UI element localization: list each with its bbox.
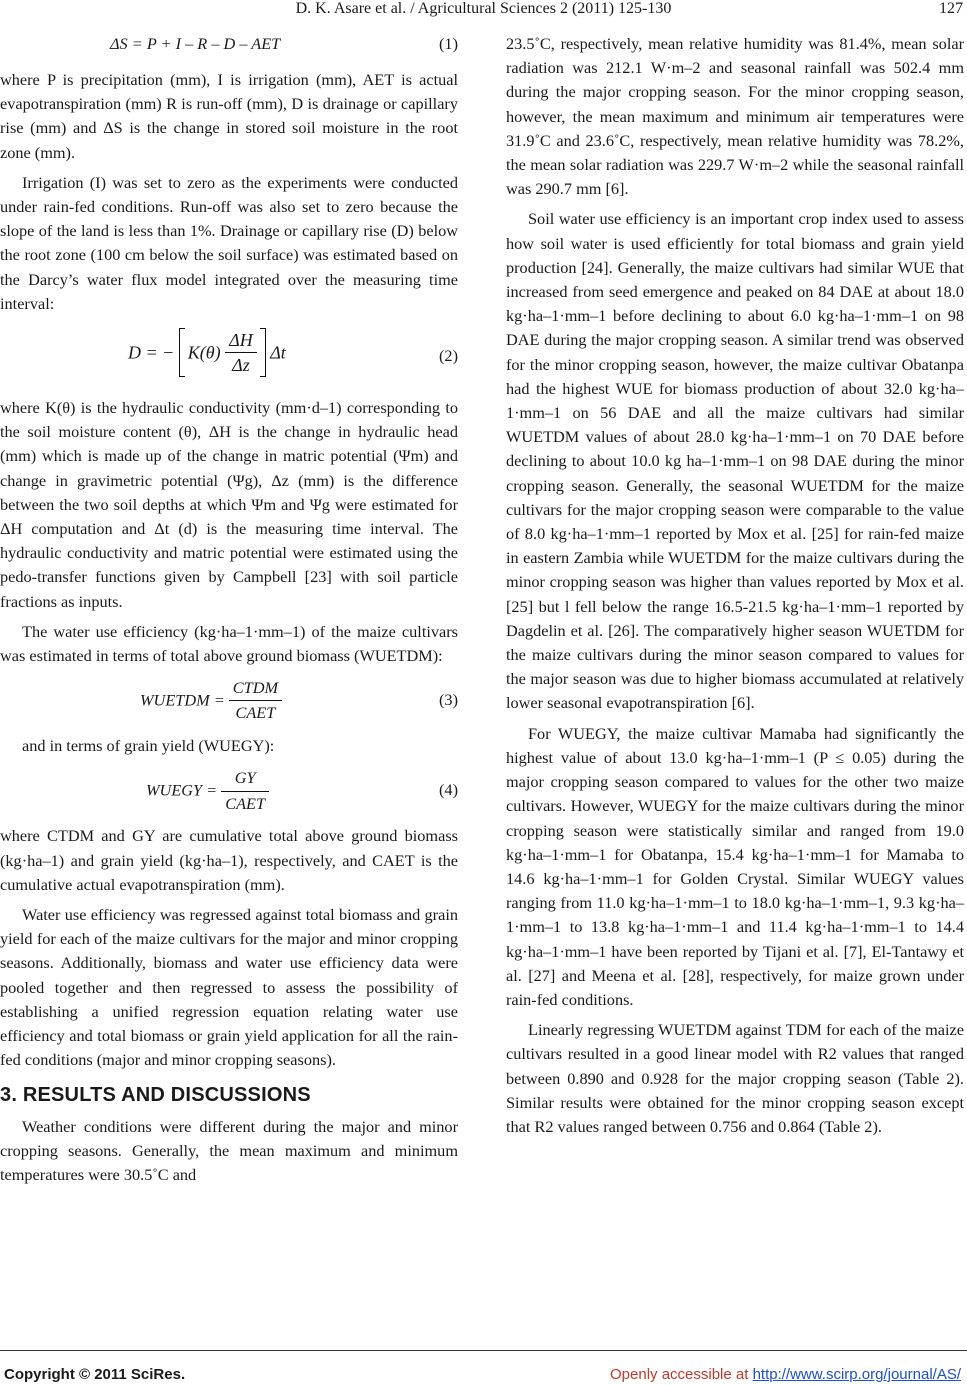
equation-2 — [0, 322, 458, 392]
equation-2-numerator: ΔH — [229, 330, 253, 351]
equation-4-number: (4) — [439, 780, 458, 800]
right-column — [506, 32, 964, 1145]
equation-2-dt: Δt — [270, 342, 286, 363]
left-column — [0, 32, 458, 1193]
equation-1 — [0, 32, 458, 62]
equation-3-lhs: WUETDM = — [140, 690, 225, 710]
equation-3-denominator: CAET — [229, 700, 282, 725]
open-access-label: Openly accessible at — [610, 1366, 749, 1383]
paragraph: and in terms of grain yield (WUEGY): — [22, 736, 275, 756]
paragraph: 23.5˚C, respectively, mean relative humidity was 81.4%, mean solar radiation was 212.1 W·m–2 and seasonal rainfall was 502.4 mm during the major cropping season. For the minor cropping season, however, the mean maximum and minimum air temperatures were 31.9˚C and 23.6˚C, respectively, mean relative humidity was 78.2%, the mean solar radiation was 229.7 W·m–2 while the seasonal rainfall was 290.7 mm [6]. — [506, 34, 964, 199]
paragraph: Soil water use efficiency is an important crop index used to assess how soil water is used efficiently for total biomass and grain yield production [24]. Generally, the maize cultivars had similar WUE that increased from seed emergence and peaked on 84 DAE at about 18.0 kg·ha–1·mm–1 before declining to about 6.0 kg·ha–1·mm–1 on 98 DAE during the major cropping season. A similar trend was observed for the minor cropping season, however, the maize cultivar Obatanpa had the highest WUE for biomass production of about 32.0 kg·ha–1·mm–1 on 56 DAE and all the maize cultivars had similar WUETDM values of about 28.0 kg·ha–1·mm–1 on 70 DAE before declining to about 10.0 kg ha–1·mm–1 on 98 DAE during the minor cropping season. Generally, the seasonal WUETDM for the maize cultivars for the major cropping season were comparable to the value of 8.0 kg·ha–1·mm–1 reported by Mox et al. [25] for rain-fed maize in eastern Zambia while WUETDM for the maize cultivars during the minor cropping season was higher than values reported by Mox et al. [25] but l fell below the range 16.5-21.5 kg·ha–1·mm–1 reported by Dagdelin et al. [26]. The comparatively higher season WUETDM for the maize cultivars during the minor season compared to values for the major season was due to higher biomass accumulated at relatively lower seasonal evapotranspiration [6]. — [506, 209, 964, 713]
open-access-line — [610, 1366, 961, 1383]
equation-4-numerator: GY — [234, 768, 256, 788]
equation-2-k: K(θ) — [187, 342, 221, 363]
equation-4-fraction — [221, 766, 269, 815]
paragraph: Water use efficiency was regressed against total biomass and grain yield for each of the maize cultivars for the major and minor cropping seasons. Additionally, biomass and water use efficiency data were pooled together and then regressed to assess the possibility of establishing a unified regression equation relating water use efficiency and total biomass or grain yield application for all the rain-fed conditions (major and minor cropping seasons). — [0, 905, 458, 1070]
equation-4-denominator: CAET — [221, 791, 269, 816]
equation-3 — [0, 674, 458, 730]
equation-4 — [0, 764, 458, 820]
paragraph: Weather conditions were different during the major and minor cropping seasons. Generally, the mean maximum and minimum temperatures were 30.5˚C and — [0, 1116, 458, 1185]
page-header — [0, 0, 967, 26]
running-title: D. K. Asare et al. / Agricultural Sciences 2 (2011) 125-130 — [295, 0, 672, 17]
page-footer — [0, 1352, 967, 1382]
equation-4-lhs: WUEGY = — [146, 781, 218, 801]
paragraph: Irrigation (I) was set to zero as the experiments were conducted under rain-fed conditions. Run-off was also set to zero because the slope of the land is less than 1%. Drainage or capillary rise (D) below the root zone (100 cm below the soil surface) was estimated based on the Darcy’s water flux model integrated over the measuring time interval: — [0, 172, 458, 313]
paragraph: The water use efficiency (kg·ha–1·mm–1) of the maize cultivars was estimated in terms of total above ground biomass (WUETDM): — [0, 621, 458, 666]
copyright: Copyright © 2011 SciRes. — [4, 1366, 186, 1383]
equation-1-body: ΔS = P + I – R – D – AET — [110, 34, 281, 53]
equation-2-fraction — [225, 328, 257, 377]
equation-2-bracket — [179, 328, 266, 377]
equation-2-denominator: Δz — [225, 352, 257, 377]
footer-rule — [0, 1350, 967, 1351]
equation-3-number: (3) — [439, 690, 458, 710]
equation-2-number: (2) — [439, 346, 458, 366]
paragraph: where P is precipitation (mm), I is irrigation (mm), AET is actual evapotranspiration (mm) R is run-off (mm), D is drainage or capillary rise (mm) and ΔS is the change in stored soil moisture in the root zone (mm). — [0, 70, 458, 162]
paragraph: where CTDM and GY are cumulative total above ground biomass (kg·ha–1) and grain yield (kg·ha–1), respectively, and CAET is the cumulative actual evapotranspiration (mm). — [0, 826, 458, 894]
equation-3-fraction — [229, 676, 282, 725]
paragraph: For WUEGY, the maize cultivar Mamaba had significantly the highest value of about 13.0 kg·ha–1·mm–1 (P ≤ 0.05) during the major cropping season compared to values for the other two maize cultivars. However, WUEGY for the maize cultivars during the minor cropping season were statistically similar and ranged from 19.0 kg·ha–1·mm–1 for Obatanpa, 15.4 kg·ha–1·mm–1 for Mamaba to 14.6 kg·ha–1·mm–1 for Golden Crystal. Similar WUEGY values ranging from 11.0 kg·ha–1·mm–1 to 18.0 kg·ha–1·mm–1, 9.3 kg·ha–1·mm–1 to 13.8 kg·ha–1·mm–1 and 11.4 kg·ha–1·mm–1 to 14.4 kg·ha–1·mm–1 have been reported by Tijani et al. [7], El-Tantawy et al. [27] and Meena et al. [28], respectively, for maize grown under rain-fed conditions. — [506, 723, 964, 1009]
equation-1-number: (1) — [439, 34, 458, 53]
equation-3-numerator: CTDM — [232, 678, 279, 698]
paragraph: where K(θ) is the hydraulic conductivity (mm·d–1) corresponding to the soil moisture content (θ), ΔH is the change in hydraulic head (mm) which is made up of the change in matric potential (Ψm) and change in gravimetric potential (Ψg), Δz (mm) is the difference between the two soil depths at which Ψm and Ψg were estimated for ΔH computation and Δt (d) is the measuring time interval. The hydraulic conductivity and matric potential were estimated using the pedo-transfer functions given by Campbell [23] with soil particle fractions as inputs. — [0, 398, 458, 611]
equation-2-lhs: D = − — [128, 342, 175, 363]
paragraph: Linearly regressing WUETDM against TDM for each of the maize cultivars resulted in a good linear model with R2 values that ranged between 0.890 and 0.928 for the major cropping season (Table 2). Similar results were obtained for the minor cropping season except that R2 values ranged between 0.756 and 0.864 (Table 2). — [506, 1020, 964, 1136]
journal-link[interactable]: http://www.scirp.org/journal/AS/ — [752, 1366, 961, 1383]
page-number: 127 — [939, 0, 963, 17]
section-heading: 3. RESULTS AND DISCUSSIONS — [0, 1083, 311, 1106]
